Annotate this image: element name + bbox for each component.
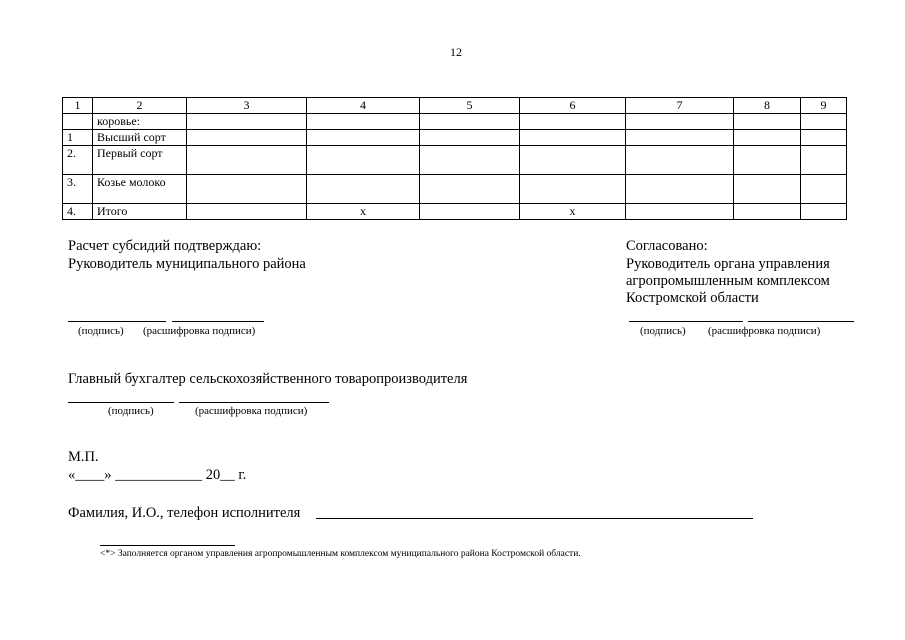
- footnote-rule: [100, 545, 235, 546]
- table-cell: [801, 175, 847, 204]
- signature-caption: (подпись): [108, 405, 154, 417]
- row-name: Козье молоко: [93, 175, 187, 204]
- signature-caption: (подпись): [78, 325, 124, 337]
- table-cell: [520, 114, 626, 130]
- subsidy-table: [62, 97, 847, 220]
- table-cell: [520, 130, 626, 146]
- table-row-total: [63, 204, 847, 220]
- signature-line: [68, 321, 166, 322]
- decipher-caption: (расшифровка подписи): [708, 325, 821, 337]
- table-cell: [734, 146, 801, 175]
- table-cell: [307, 175, 420, 204]
- header-cell: 6: [520, 98, 626, 114]
- table-cell: [307, 114, 420, 130]
- row-name: Итого: [93, 204, 187, 220]
- table-cell: x: [520, 204, 626, 220]
- table-row: [63, 175, 847, 204]
- header-cell: 8: [734, 98, 801, 114]
- table-cell: [187, 130, 307, 146]
- row-name: Первый сорт: [93, 146, 187, 175]
- decipher-line: [748, 321, 854, 322]
- table-cell: [626, 175, 734, 204]
- table-cell: [420, 146, 520, 175]
- agreed-label: Согласовано:: [626, 238, 708, 254]
- row-number: [63, 114, 93, 130]
- district-head-label: Руководитель муниципального района: [68, 256, 306, 272]
- decipher-line: [172, 321, 264, 322]
- table-cell: [420, 114, 520, 130]
- header-cell: 5: [420, 98, 520, 114]
- table-row: [63, 114, 847, 130]
- table-cell: [801, 146, 847, 175]
- header-cell: 7: [626, 98, 734, 114]
- table-cell: [187, 114, 307, 130]
- table-cell: [420, 204, 520, 220]
- table-cell: [734, 130, 801, 146]
- agency-head-line1: Руководитель органа управления: [626, 256, 830, 272]
- table-cell: [626, 146, 734, 175]
- table-cell: [801, 204, 847, 220]
- table-cell: [307, 130, 420, 146]
- table-cell: [307, 146, 420, 175]
- stamp-label: М.П.: [68, 449, 99, 465]
- row-number: 1: [63, 130, 93, 146]
- decipher-line: [179, 402, 329, 403]
- table-cell: [801, 114, 847, 130]
- confirm-label: Расчет субсидий подтверждаю:: [68, 238, 262, 254]
- date-line: «____» ____________ 20__ г.: [68, 467, 247, 483]
- row-name: Высший сорт: [93, 130, 187, 146]
- row-number: 3.: [63, 175, 93, 204]
- header-cell: 9: [801, 98, 847, 114]
- signature-line: [68, 402, 174, 403]
- table-cell: [187, 204, 307, 220]
- table-header-row: [63, 98, 847, 114]
- table-cell: [420, 175, 520, 204]
- footnote: <*> Заполняется органом управления агропромышленным комплексом муниципального района Костромской области.: [100, 549, 581, 559]
- table-row: [63, 130, 847, 146]
- header-cell: 3: [187, 98, 307, 114]
- row-number: 4.: [63, 204, 93, 220]
- agency-head-line2: агропромышленным комплексом: [626, 273, 830, 289]
- table-cell: [626, 130, 734, 146]
- executor-line: [316, 518, 753, 519]
- row-name: коровье:: [93, 114, 187, 130]
- table-cell: [520, 146, 626, 175]
- page-number: 12: [450, 45, 462, 59]
- header-cell: 1: [63, 98, 93, 114]
- accountant-label: Главный бухгалтер сельскохозяйственного товаропроизводителя: [68, 371, 468, 387]
- table-cell: [520, 175, 626, 204]
- table-cell: [734, 175, 801, 204]
- executor-label: Фамилия, И.О., телефон исполнителя: [68, 505, 301, 521]
- signature-line: [629, 321, 743, 322]
- table-cell: [420, 130, 520, 146]
- decipher-caption: (расшифровка подписи): [143, 325, 256, 337]
- row-number: 2.: [63, 146, 93, 175]
- decipher-caption: (расшифровка подписи): [195, 405, 308, 417]
- table-cell: [734, 204, 801, 220]
- header-cell: 4: [307, 98, 420, 114]
- table-cell: [626, 204, 734, 220]
- table-cell: [801, 130, 847, 146]
- table-cell: [187, 146, 307, 175]
- table-row: [63, 146, 847, 175]
- table-cell: [734, 114, 801, 130]
- table-cell: [187, 175, 307, 204]
- header-cell: 2: [93, 98, 187, 114]
- signature-caption: (подпись): [640, 325, 686, 337]
- table-cell: [626, 114, 734, 130]
- table-cell: x: [307, 204, 420, 220]
- agency-head-line3: Костромской области: [626, 290, 759, 306]
